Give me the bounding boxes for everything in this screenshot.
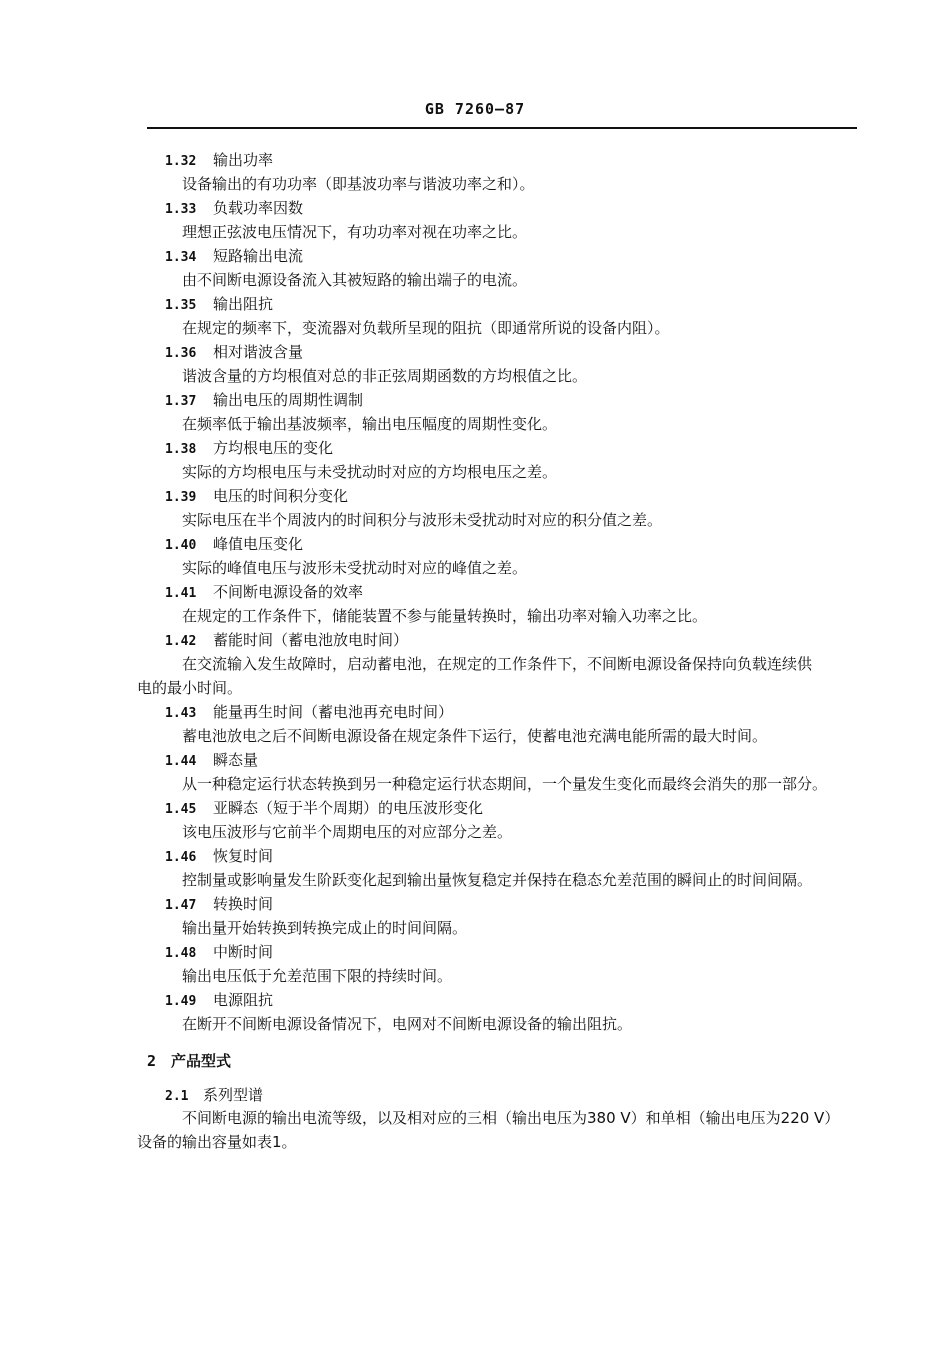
term-number: 1.38 — [165, 442, 197, 457]
term-number: 1.40 — [165, 538, 197, 553]
term-definition — [137, 220, 867, 244]
paragraph-line-1: 不间断电源的输出电流等级，以及相对应的三相（输出电压为380 V）和单相（输出电压为220 V） — [182, 1109, 840, 1127]
term-definition — [137, 724, 867, 748]
term-definition — [137, 268, 867, 292]
definition-line: 从一种稳定运行状态转换到另一种稳定运行状态期间，一个量发生变化而最终会消失的那一部分。 — [182, 775, 828, 793]
term-title: 蓄能时间（蓄电池放电时间） — [213, 631, 409, 649]
definition-line: 输出电压低于允差范围下限的持续时间。 — [182, 967, 453, 985]
term-title: 电压的时间积分变化 — [213, 487, 349, 505]
term-definition — [137, 1012, 867, 1036]
subsection-2-1-heading — [165, 1085, 263, 1107]
term-number: 1.33 — [165, 202, 197, 217]
term-number: 1.49 — [165, 994, 197, 1009]
term-number: 1.44 — [165, 754, 197, 769]
term-heading — [165, 990, 273, 1012]
definition-line: 蓄电池放电之后不间断电源设备在规定条件下运行，使蓄电池充满电能所需的最大时间。 — [182, 727, 768, 745]
term-definition — [137, 172, 867, 196]
definition-line: 在交流输入发生故障时，启动蓄电池，在规定的工作条件下，不间断电源设备保持向负载连续供 — [182, 655, 813, 673]
term-title: 负载功率因数 — [213, 199, 304, 217]
section-paragraph — [137, 1106, 867, 1154]
header-rule — [147, 127, 857, 129]
definition-line: 在断开不间断电源设备情况下，电网对不间断电源设备的输出阻抗。 — [182, 1015, 633, 1033]
term-title: 亚瞬态（短于半个周期）的电压波形变化 — [213, 799, 484, 817]
definition-line-continued: 电的最小时间。 — [137, 679, 243, 697]
term-title: 输出电压的周期性调制 — [213, 391, 364, 409]
term-title: 瞬态量 — [213, 751, 259, 769]
definition-line: 在规定的工作条件下，储能装置不参与能量转换时，输出功率对输入功率之比。 — [182, 607, 708, 625]
term-title: 短路输出电流 — [213, 247, 304, 265]
term-number: 1.34 — [165, 250, 197, 265]
term-title: 电源阻抗 — [213, 991, 274, 1009]
term-number: 1.35 — [165, 298, 197, 313]
term-number: 1.46 — [165, 850, 197, 865]
section-2-heading — [147, 1050, 231, 1071]
term-heading — [165, 294, 273, 316]
term-number: 1.39 — [165, 490, 197, 505]
term-heading — [165, 198, 303, 220]
definition-line: 在频率低于输出基波频率，输出电压幅度的周期性变化。 — [182, 415, 558, 433]
term-definition — [137, 652, 867, 700]
term-definition — [137, 364, 867, 388]
term-title: 方均根电压的变化 — [213, 439, 334, 457]
term-heading — [165, 894, 273, 916]
term-number: 1.47 — [165, 898, 197, 913]
term-title: 输出阻抗 — [213, 295, 274, 313]
term-definition — [137, 604, 867, 628]
term-heading — [165, 486, 348, 508]
definition-line: 输出量开始转换到转换完成止的时间间隔。 — [182, 919, 468, 937]
term-definition — [137, 412, 867, 436]
term-definition — [137, 868, 867, 892]
term-definition — [137, 316, 867, 340]
term-title: 中断时间 — [213, 943, 274, 961]
term-title: 不间断电源设备的效率 — [213, 583, 364, 601]
term-number: 1.43 — [165, 706, 197, 721]
definition-line: 理想正弦波电压情况下，有功功率对视在功率之比。 — [182, 223, 528, 241]
standard-code-header: GB 7260—87 — [424, 100, 526, 118]
term-number: 1.42 — [165, 634, 197, 649]
term-definition — [137, 772, 867, 796]
definition-line: 设备输出的有功功率（即基波功率与谐波功率之和）。 — [182, 175, 535, 193]
term-definition — [137, 916, 867, 940]
definition-line: 实际的峰值电压与波形未受扰动时对应的峰值之差。 — [182, 559, 528, 577]
definition-line: 实际电压在半个周波内的时间积分与波形未受扰动时对应的积分值之差。 — [182, 511, 663, 529]
term-heading — [165, 438, 333, 460]
term-title: 恢复时间 — [213, 847, 274, 865]
subsection-title: 系列型谱 — [203, 1086, 264, 1104]
definition-line: 在规定的频率下，变流器对负载所呈现的阻抗（即通常所说的设备内阻）。 — [182, 319, 670, 337]
definition-line: 实际的方均根电压与未受扰动时对应的方均根电压之差。 — [182, 463, 558, 481]
term-number: 1.41 — [165, 586, 197, 601]
term-number: 1.48 — [165, 946, 197, 961]
term-definition — [137, 508, 867, 532]
term-heading — [165, 702, 453, 724]
term-heading — [165, 246, 303, 268]
term-heading — [165, 798, 483, 820]
term-heading — [165, 534, 303, 556]
term-title: 峰值电压变化 — [213, 535, 304, 553]
term-heading — [165, 630, 408, 652]
term-heading — [165, 942, 273, 964]
term-title: 转换时间 — [213, 895, 274, 913]
term-heading — [165, 582, 363, 604]
section-number: 2 — [147, 1052, 157, 1070]
term-number: 1.37 — [165, 394, 197, 409]
term-number: 1.36 — [165, 346, 197, 361]
term-heading — [165, 750, 258, 772]
term-heading — [165, 846, 273, 868]
term-definition — [137, 820, 867, 844]
term-title: 相对谐波含量 — [213, 343, 304, 361]
term-definition — [137, 964, 867, 988]
definition-line: 由不间断电源设备流入其被短路的输出端子的电流。 — [182, 271, 528, 289]
definition-line: 控制量或影响量发生阶跃变化起到输出量恢复稳定并保持在稳态允差范围的瞬间止的时间间隔。 — [182, 871, 813, 889]
term-definition — [137, 556, 867, 580]
paragraph-line-2: 设备的输出容量如表1。 — [137, 1133, 297, 1151]
term-heading — [165, 150, 273, 172]
definition-line: 谐波含量的方均根值对总的非正弦周期函数的方均根值之比。 — [182, 367, 588, 385]
term-title: 能量再生时间（蓄电池再充电时间） — [213, 703, 454, 721]
subsection-number: 2.1 — [165, 1089, 189, 1104]
term-number: 1.45 — [165, 802, 197, 817]
term-definition — [137, 460, 867, 484]
definition-line: 该电压波形与它前半个周期电压的对应部分之差。 — [182, 823, 513, 841]
term-title: 输出功率 — [213, 151, 274, 169]
section-title: 产品型式 — [171, 1052, 232, 1070]
term-heading — [165, 390, 363, 412]
term-heading — [165, 342, 303, 364]
term-number: 1.32 — [165, 154, 197, 169]
